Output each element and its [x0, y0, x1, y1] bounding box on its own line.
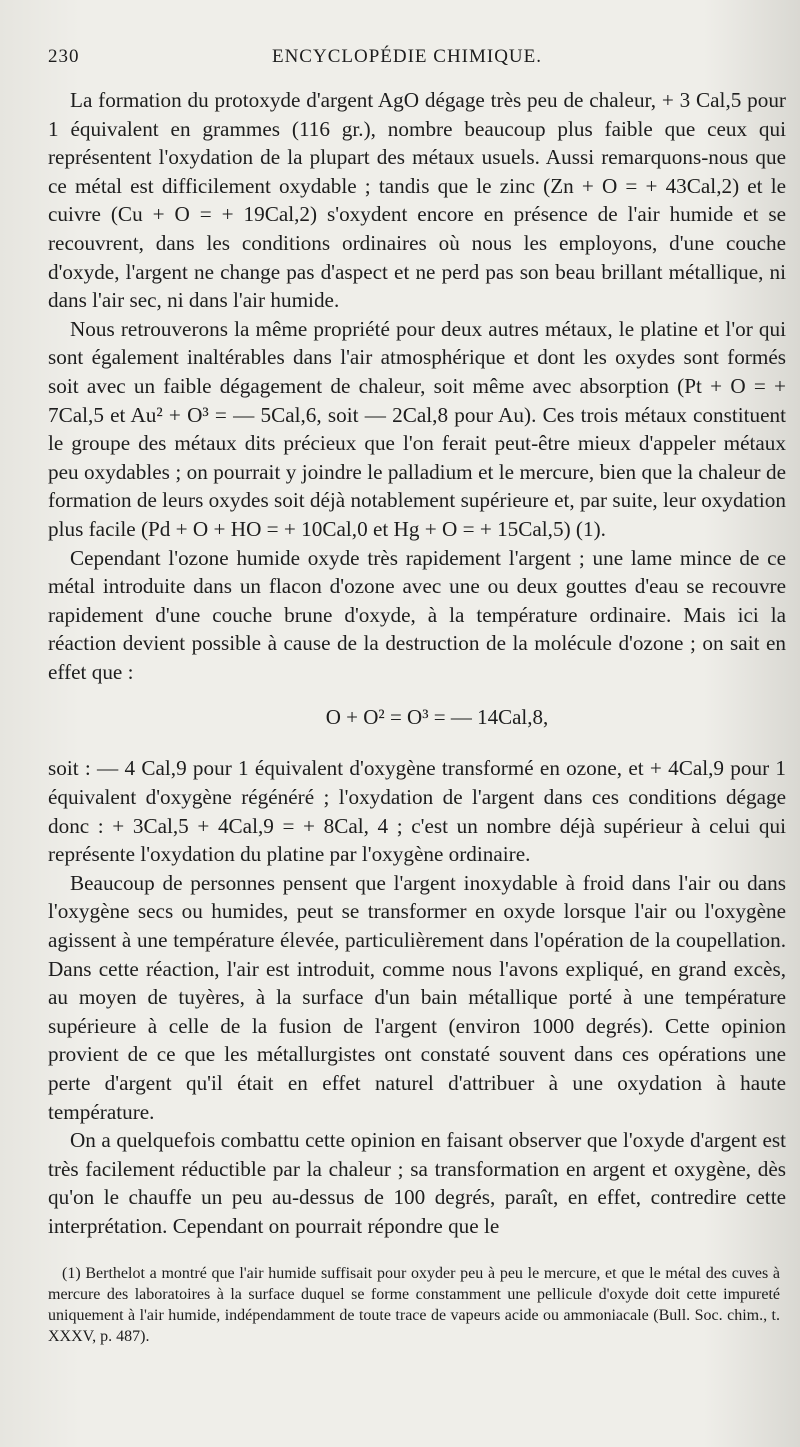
footnote: (1) Berthelot a montré que l'air humide suffisait pour oxyder peu à peu le mercure, et que le métal des cuves à mercure des laboratoires à la surface duquel se forme constamment une pellicule d'oxyde doit cette impureté uniquement à l'air humide, indépendamment de toute trace de vapeurs acide ou ammoniacale (Bull. Soc. chim., t. XXXV, p. 487).: [48, 1264, 780, 1345]
paragraph: Nous retrouverons la même propriété pour deux autres métaux, le platine et l'or qui sont également inaltérables dans l'air atmosphérique et dont les oxydes sont formés soit avec un faible dégagement de chaleur, soit même avec absorption (Pt + O = + 7Cal,5 et Au² + O³ = — 5Cal,6, soit — 2Cal,8 pour Au). Ces trois métaux constituent le groupe des métaux dits précieux que l'on ferait peut-être mieux d'appeler métaux peu oxydables ; on pourrait y joindre le palladium et le mercure, bien que la chaleur de formation de leurs oxydes soit déjà notablement supérieure et, par suite, leur oxydation plus facile (Pd + O + HO = + 10Cal,0 et Hg + O = + 15Cal,5) (1).: [48, 316, 786, 541]
paragraph: Cependant l'ozone humide oxyde très rapidement l'argent ; une lame mince de ce métal introduite dans un flacon d'ozone avec une ou deux gouttes d'eau se recouvre rapidement d'une couche brune d'oxyde, à la température ordinaire. Mais ici la réaction devient possible à cause de la destruction de la molécule d'ozone ; on sait en effet que :: [48, 545, 786, 684]
paragraph: On a quelquefois combattu cette opinion en faisant observer que l'oxyde d'argent est très facilement réductible par la chaleur ; sa transformation en argent et oxygène, dès qu'on le chauffe un peu au-dessus de 100 degrés, paraît, en effet, contredire cette interprétation. Cependant on pourrait répondre que le: [48, 1128, 786, 1238]
equation: O + O² = O³ = — 14Cal,8,: [325, 705, 549, 730]
paragraph: La formation du protoxyde d'argent AgO dégage très peu de chaleur, + 3 Cal,5 pour 1 équivalent en grammes (116 gr.), nombre beaucoup plus faible que ceux qui représentent l'oxydation de la plupart des métaux usuels. Aussi remarquons-nous que ce métal est difficilement oxydable ; tandis que le zinc (Zn + O = + 43Cal,2) et le cuivre (Cu + O = + 19Cal,2) s'oxydent encore en présence de l'air humide et se recouvrent, dans les conditions ordinaires où nous les employons, d'une couche d'oxyde, l'argent ne change pas d'aspect et ne perd pas son beau brillant métallique, ni dans l'air sec, ni dans l'air humide.: [48, 88, 786, 313]
paragraph: soit : — 4 Cal,9 pour 1 équivalent d'oxygène transformé en ozone, et + 4Cal,9 pour 1 équivalent d'oxygène régénéré ; l'oxydation de l'argent dans ces conditions dégage donc : + 3Cal,5 + 4Cal,9 = + 8Cal, 4 ; c'est un nombre déjà supérieur à celui qui représente l'oxydation du platine par l'oxygène ordinaire.: [48, 756, 786, 867]
body-text: [48, 86, 786, 1241]
running-title: ENCYCLOPÉDIE CHIMIQUE.: [271, 46, 543, 67]
running-head: [48, 40, 786, 70]
page-number: 230: [48, 46, 80, 67]
paragraph: Beaucoup de personnes pensent que l'argent inoxydable à froid dans l'air ou dans l'oxygène secs ou humides, peut se transformer en oxyde lorsque l'air ou l'oxygène agissent à une température élevée, particulièrement dans l'opération de la coupellation. Dans cette réaction, l'air est introduit, comme nous l'avons expliqué, en grand excès, au moyen de tuyères, à la surface d'un bain métallique porté à une température supérieure à celle de la fusion de l'argent (environ 1000 degrés). Cette opinion provient de ce que les métallurgistes ont constaté souvent dans ces opérations une perte d'argent qu'il était en effet naturel d'attribuer à une oxydation à haute température.: [48, 870, 786, 1124]
